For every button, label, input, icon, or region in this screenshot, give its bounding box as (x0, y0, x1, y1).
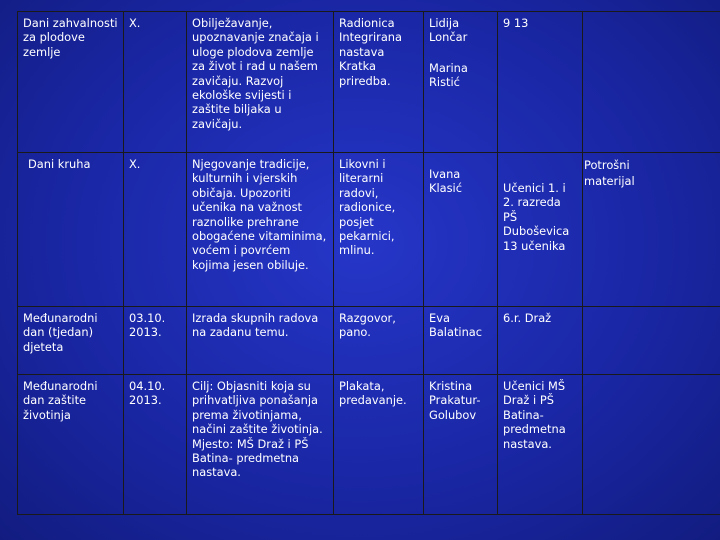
event-participants: Učenici 1. i 2. razreda PŠ Duboševica 13 učenika (498, 153, 583, 307)
event-participants: 9 13 (498, 12, 583, 153)
event-description: Cilj: Objasniti koja su prihvatljiva ponašanja prema životinjama, načini zaštite životinja. Mjesto: MŠ Draž i PŠ Batina- predmetna nastava. (187, 375, 334, 515)
activities-table (17, 11, 720, 515)
event-extra (583, 12, 720, 153)
event-name: Dani zahvalnosti za plodove zemlje (18, 12, 124, 153)
table-row (18, 375, 720, 515)
event-participants: 6.r. Draž (498, 307, 583, 375)
event-description: Njegovanje tradicije, kulturnih i vjerskih običaja. Upozoriti učenika na važnost raznolike prehrane obogaćene vitaminima, voćem i povrćem kojima jesen obiluje. (187, 153, 334, 307)
event-lead: Eva Balatinac (424, 307, 498, 375)
event-date: 04.10. 2013. (124, 375, 187, 515)
event-name: Međunarodni dan zaštite životinja (18, 375, 124, 515)
event-description: Izrada skupnih radova na zadanu temu. (187, 307, 334, 375)
lead-name-primary: Ivana Klasić (429, 167, 462, 196)
event-method: Plakata, predavanje. (334, 375, 424, 515)
event-lead (424, 12, 498, 153)
table-row (18, 307, 720, 375)
event-participants: Učenici MŠ Draž i PŠ Batina-predmetna nastava. (498, 375, 583, 515)
event-extra (583, 375, 720, 515)
consumables-note: Potrošni materijal (584, 158, 635, 188)
event-date: X. (124, 153, 187, 307)
event-name: Međunarodni dan (tjedan) djeteta (18, 307, 124, 375)
event-name: Dani kruha (18, 153, 124, 307)
event-method: Radionica Integrirana nastava Kratka priredba. (334, 12, 424, 153)
lead-name-primary: Lidija Lončar (429, 16, 468, 45)
event-date: 03.10. 2013. (124, 307, 187, 375)
event-description: Obilježavanje, upoznavanje značaja i uloge plodova zemlje za život i rad u našem zavičaju. Razvoj ekološke svijesti i zaštite biljaka u zavičaju. (187, 12, 334, 153)
event-lead (424, 153, 498, 307)
table-row (18, 12, 720, 153)
event-lead: Kristina Prakatur-Golubov (424, 375, 498, 515)
event-date: X. (124, 12, 187, 153)
lead-name-secondary: Marina Ristić (429, 60, 468, 90)
event-extra (583, 307, 720, 375)
event-method: Razgovor, pano. (334, 307, 424, 375)
event-method: Likovni i literarni radovi, radionice, posjet pekarnici, mlinu. (334, 153, 424, 307)
